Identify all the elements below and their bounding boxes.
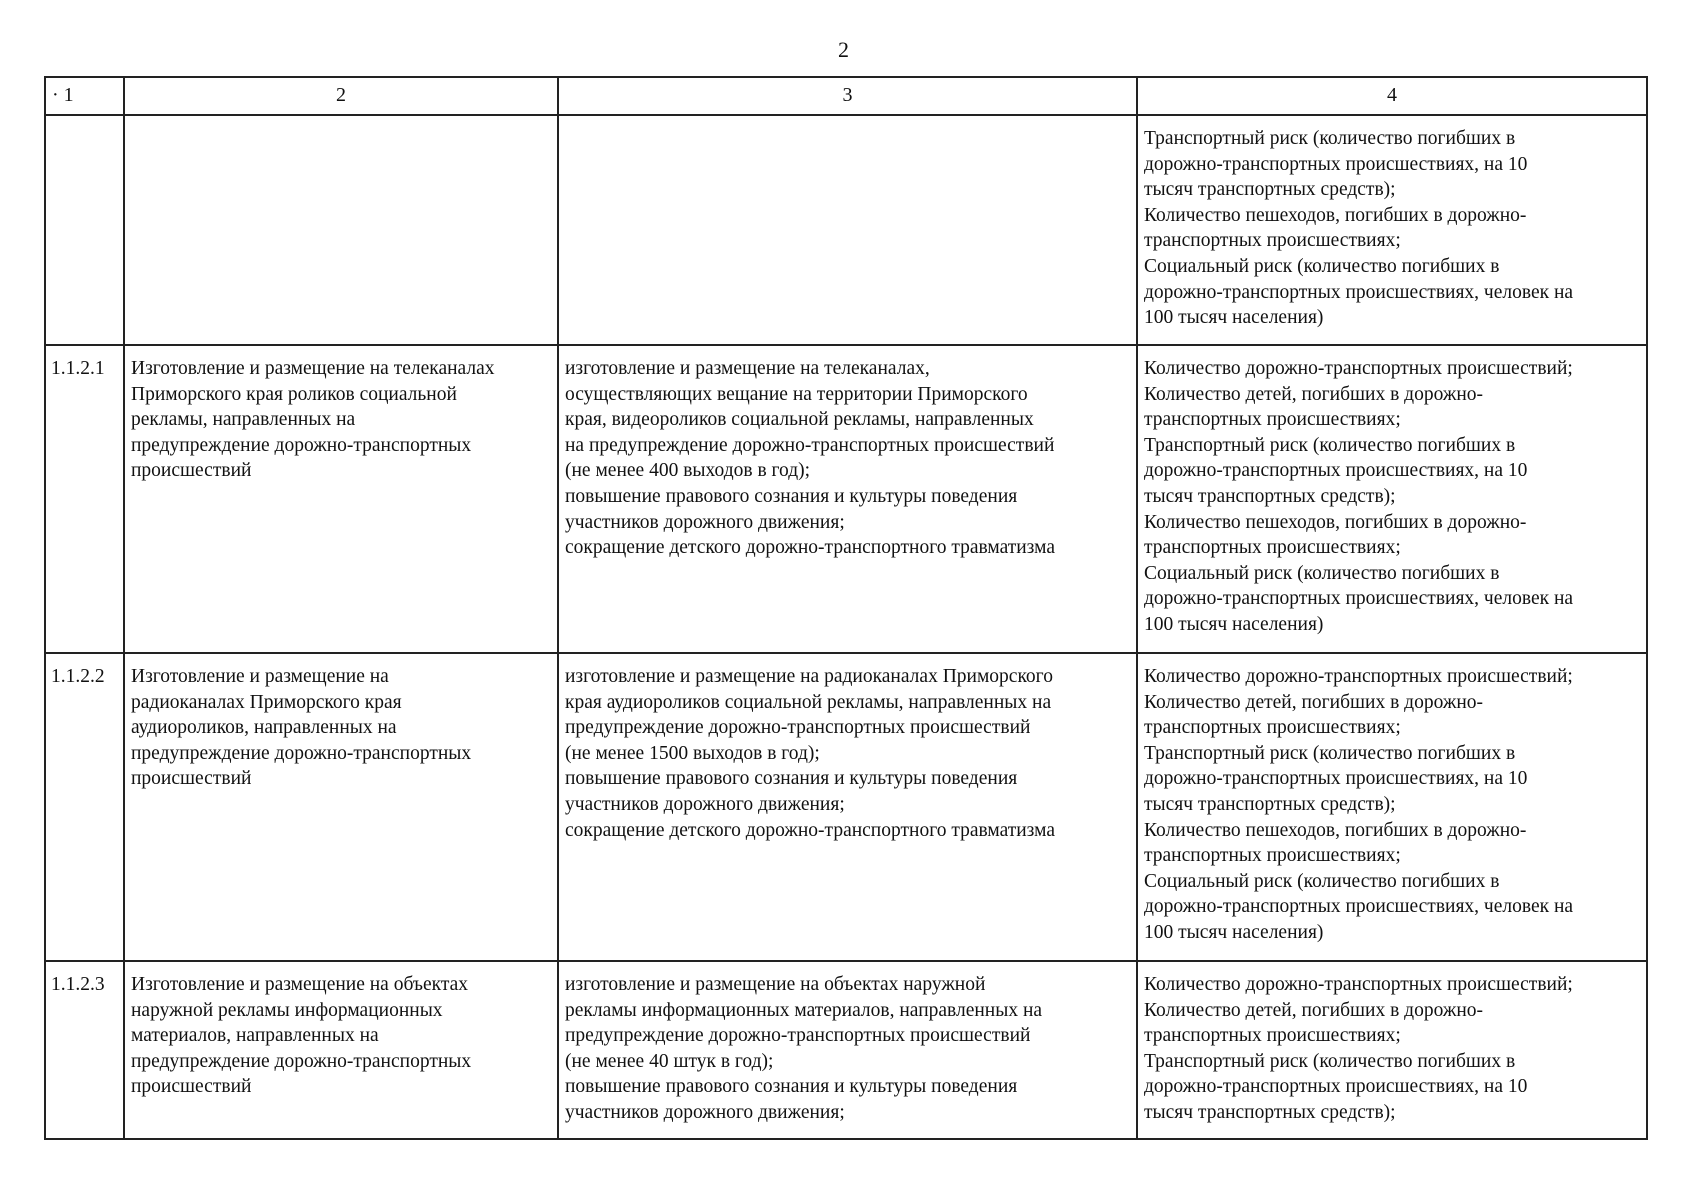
- cell-expected-result-text: [559, 116, 1136, 132]
- table-row: [45, 653, 1647, 961]
- cell-measure-name-text: Изготовление и размещение на радиоканалах Приморского края аудиороликов, направленных на предупреждение дорожно-транспортных происшествий: [131, 666, 472, 790]
- cell-expected-result-text: изготовление и размещение на объектах наружной рекламы информационных материалов, направленных на предупреждение дорожно-транспортных происшествий (не менее 40 штук в год); повышение правового сознания и культуры поведения участников дорожного движения;: [565, 974, 1043, 1123]
- column-header-4: 4: [1137, 77, 1647, 115]
- cell-measure-name-text: [125, 116, 557, 132]
- cell-indicators-text: Количество дорожно-транспортных происшествий; Количество детей, погибших в дорожно- транспортных происшествиях; Транспортный риск (количество погибших в дорожно-транспортных происшествиях, на 10 тысяч транспортных средств); Количество пешеходов, погибших в дорожно- транспортных происшествиях; Социальный риск (количество погибших в дорожно-транспортных происшествиях, человек на 100 тысяч населения): [1144, 666, 1574, 943]
- cell-measure-name-text: Изготовление и размещение на объектах наружной рекламы информационных материалов, направленных на предупреждение дорожно-транспортных происшествий: [131, 974, 472, 1098]
- header-row: [45, 77, 1647, 115]
- cell-number-text: 1.1.2.3: [51, 974, 105, 995]
- cell-number-text: 1.1.2.1: [51, 358, 105, 379]
- cell-number-text: [46, 116, 123, 132]
- cell-measure-name-text: Изготовление и размещение на телеканалах Приморского края роликов социальной рекламы, направленных на предупреждение дорожно-транспортных происшествий: [131, 358, 495, 482]
- cell-indicators-text: Количество дорожно-транспортных происшествий; Количество детей, погибших в дорожно- транспортных происшествиях; Транспортный риск (количество погибших в дорожно-транспортных происшествиях, на 10 тысяч транспортных средств);: [1144, 974, 1573, 1123]
- cell-measure-name: [124, 653, 558, 961]
- cell-expected-result: [558, 961, 1137, 1139]
- column-header-1: · 1: [45, 77, 124, 115]
- cell-measure-name: [124, 115, 558, 345]
- cell-indicators: [1137, 961, 1647, 1139]
- cell-expected-result-text: изготовление и размещение на радиоканалах Приморского края аудиороликов социальной рекламы, направленных на предупреждение дорожно-транспортных происшествий (не менее 1500 выходов в год); повышение правового сознания и культуры поведения участников дорожного движения; сокращение детского дорожно-транспортного травматизма: [565, 666, 1055, 841]
- measures-table: [44, 76, 1648, 1140]
- cell-expected-result: [558, 115, 1137, 345]
- cell-number: [45, 961, 124, 1139]
- cell-number-text: 1.1.2.2: [51, 666, 105, 687]
- cell-number: [45, 115, 124, 345]
- page-number: 2: [838, 37, 849, 62]
- cell-indicators-text: Количество дорожно-транспортных происшествий; Количество детей, погибших в дорожно- транспортных происшествиях; Транспортный риск (количество погибших в дорожно-транспортных происшествиях, на 10 тысяч транспортных средств); Количество пешеходов, погибших в дорожно- транспортных происшествиях; Социальный риск (количество погибших в дорожно-транспортных происшествиях, человек на 100 тысяч населения): [1144, 358, 1574, 635]
- cell-indicators: [1137, 653, 1647, 961]
- table-row: [45, 115, 1647, 345]
- cell-measure-name: [124, 345, 558, 653]
- cell-indicators: [1137, 115, 1647, 345]
- column-header-3: 3: [558, 77, 1137, 115]
- column-header-2: 2: [124, 77, 558, 115]
- table-row: [45, 961, 1647, 1139]
- cell-expected-result: [558, 653, 1137, 961]
- cell-number: [45, 345, 124, 653]
- cell-indicators-text: Транспортный риск (количество погибших в дорожно-транспортных происшествиях, на 10 тысяч транспортных средств); Количество пешеходов, погибших в дорожно- транспортных происшествиях; Социальный риск (количество погибших в дорожно-транспортных происшествиях, человек на 100 тысяч населения): [1144, 128, 1574, 329]
- cell-measure-name: [124, 961, 558, 1139]
- cell-indicators: [1137, 345, 1647, 653]
- cell-expected-result-text: изготовление и размещение на телеканалах, осуществляющих вещание на территории Приморского края, видеороликов социальной рекламы, направленных на предупреждение дорожно-транспортных происшествий (не менее 400 выходов в год); повышение правового сознания и культуры поведения участников дорожного движения; сокращение детского дорожно-транспортного травматизма: [565, 358, 1055, 559]
- table-row: [45, 345, 1647, 653]
- cell-number: [45, 653, 124, 961]
- cell-expected-result: [558, 345, 1137, 653]
